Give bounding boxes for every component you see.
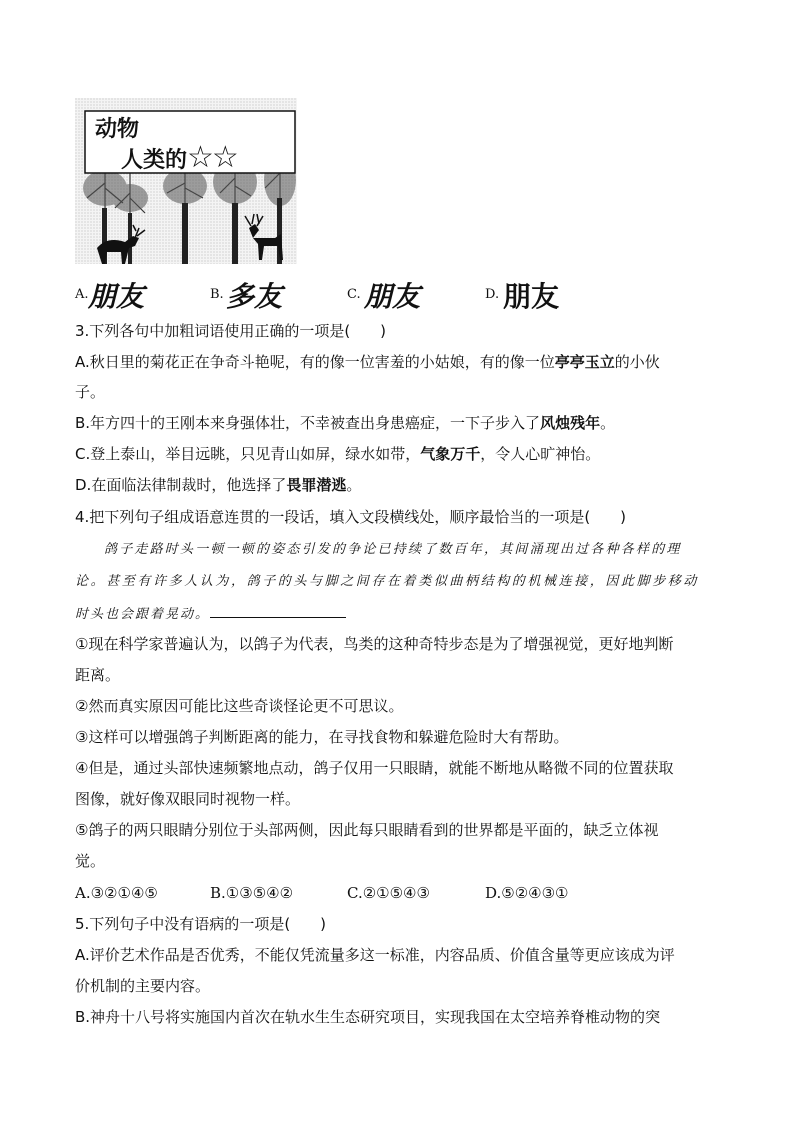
q3-option-c (75, 444, 600, 464)
picture-title-line1: 动物 (95, 116, 140, 142)
q3-option-a (75, 352, 660, 372)
q4-sentence-1b: 距离。 (75, 666, 121, 684)
star-icon: ☆☆ (187, 140, 237, 175)
q2-option-b-label: B. (210, 287, 224, 302)
q3-option-a-cont: 子。 (75, 383, 106, 401)
q3-c-text: C.登上泰山，举目远眺，只见青山如屏，绿水如带， (75, 445, 421, 463)
q4-option-b: B.①③⑤④② (210, 884, 294, 902)
q3-a-bold: 亭亭玉立 (554, 353, 615, 371)
q5-option-a-2: 价机制的主要内容。 (75, 977, 211, 995)
question-illustration (75, 98, 297, 264)
q2-option-d-label: D. (485, 287, 500, 302)
q3-d-tail: 。 (346, 476, 362, 494)
q2-option-a-label: A. (75, 287, 89, 302)
q4-stem: 4.把下列句子组成语意连贯的一段话，填入文段横线处，顺序最恰当的一项是( ) (75, 508, 627, 526)
q3-b-text: B.年方四十的王刚本来身强体壮，不幸被查出身患癌症，一下子步入了 (75, 414, 541, 432)
q3-option-d (75, 475, 361, 495)
q3-b-tail: 。 (600, 414, 616, 432)
q2-option-d-text: 朋友 (503, 280, 560, 313)
q3-d-text: D.在面临法律制裁时，他选择了 (75, 476, 287, 494)
q4-option-a: A.③②①④⑤ (75, 884, 158, 902)
q4-sentence-4a: ④但是，通过头部快速频繁地点动，鸽子仅用一只眼睛，就能不断地从略微不同的位置获取 (75, 759, 674, 777)
q2-option-b-text: 多友 (226, 280, 283, 313)
picture-title-line2 (121, 140, 237, 175)
q2-option-c-label: C. (347, 287, 361, 302)
q4-sentence-1a: ①现在科学家普遍认为，以鸽子为代表，鸟类的这种奇特步态是为了增强视觉，更好地判断 (75, 635, 674, 653)
q3-stem: 3.下列各句中加粗词语使用正确的一项是( ) (75, 322, 387, 340)
q3-option-b (75, 413, 615, 433)
q4-sentence-5b: 觉。 (75, 852, 106, 870)
q4-passage-line3 (75, 603, 346, 625)
q2-option-a-text: 朋友 (88, 280, 145, 313)
q4-passage-line2: 论。甚至有许多人认为，鸽子的头与脚之间存在着类似曲柄结构的机械连接，因此脚步移动 (75, 574, 700, 589)
q3-c-tail: ，令人心旷神怡。 (480, 445, 601, 463)
q3-a-text: A.秋日里的菊花正在争奇斗艳呢，有的像一位害羞的小姑娘，有的像一位 (75, 353, 555, 371)
q4-passage-text: 时头也会跟着晃动。 (75, 607, 211, 622)
q5-option-b-1: B.神舟十八号将实施国内首次在轨水生生态研究项目，实现我国在太空培养脊椎动物的突 (75, 1008, 661, 1026)
q4-option-c: C.②①⑤④③ (347, 884, 430, 902)
q4-passage-line1: 鸽子走路时头一顿一顿的姿态引发的争论已持续了数百年，其间涌现出过各种各样的理 (104, 542, 682, 557)
q4-sentence-2: ②然而真实原因可能比这些奇谈怪论更不可思议。 (75, 697, 404, 715)
q2-option-c-text: 朋友 (364, 280, 421, 313)
q4-option-d: D.⑤②④③① (485, 884, 569, 902)
q4-sentence-3: ③这样可以增强鸽子判断距离的能力，在寻找食物和躲避危险时大有帮助。 (75, 728, 569, 746)
q3-c-bold: 气象万千 (420, 445, 481, 463)
q4-sentence-4b: 图像，就好像双眼同时视物一样。 (75, 790, 301, 808)
picture-title-text: 人类的 (121, 147, 188, 173)
answer-blank (210, 603, 346, 618)
q3-d-bold: 畏罪潜逃 (286, 476, 347, 494)
q3-b-bold: 风烛残年 (540, 414, 601, 432)
q5-option-a-1: A.评价艺术作品是否优秀，不能仅凭流量多这一标准，内容品质、价值含量等更应该成为评 (75, 946, 675, 964)
q4-sentence-5a: ⑤鸽子的两只眼睛分别位于头部两侧，因此每只眼睛看到的世界都是平面的，缺乏立体视 (75, 821, 659, 839)
q3-a-tail: 的小伙 (614, 353, 660, 371)
q5-stem: 5.下列句子中没有语病的一项是( ) (75, 915, 327, 933)
